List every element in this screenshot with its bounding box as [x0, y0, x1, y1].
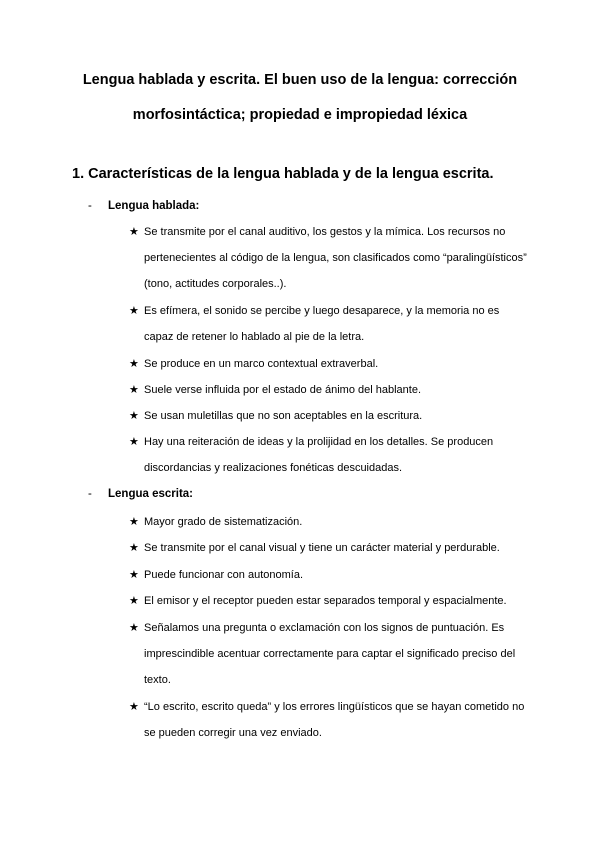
- list-item: [129, 694, 529, 746]
- star-icon: ★: [129, 541, 139, 554]
- page-title-line-1: Lengua hablada y escrita. El buen uso de la lengua: corrección: [82, 72, 518, 88]
- star-icon: ★: [129, 409, 139, 422]
- list-item: [129, 429, 529, 481]
- list-item: [129, 219, 529, 297]
- section-heading: 1. Características de la lengua hablada y de la lengua escrita.: [72, 166, 494, 182]
- list-item-text: Puede funcionar con autonomía.: [144, 569, 304, 581]
- list-item: [129, 615, 529, 693]
- page-title-line-2: morfosintáctica; propiedad e impropiedad léxica: [132, 107, 468, 123]
- list-item-text: Se produce en un marco contextual extraverbal.: [144, 358, 379, 370]
- star-icon: ★: [129, 568, 139, 581]
- star-icon: ★: [129, 304, 139, 317]
- list-item-text: Se usan muletillas que no son aceptables en la escritura.: [144, 410, 423, 422]
- list-item: [129, 562, 529, 588]
- star-icon: ★: [129, 225, 139, 238]
- list-item: [129, 535, 529, 561]
- list-item: [129, 588, 529, 614]
- star-icon: ★: [129, 357, 139, 370]
- list-item-text: Mayor grado de sistematización.: [144, 516, 303, 528]
- list-item: [129, 403, 529, 429]
- subheading-spoken-language: [88, 200, 199, 212]
- subheading-label: Lengua hablada:: [108, 200, 200, 212]
- dash-bullet: -: [88, 488, 92, 500]
- list-item: [129, 351, 529, 377]
- star-icon: ★: [129, 700, 139, 713]
- list-item-text: Se transmite por el canal visual y tiene un carácter material y perdurable.: [144, 542, 500, 554]
- list-item: [129, 509, 529, 535]
- star-icon: ★: [129, 515, 139, 528]
- star-icon: ★: [129, 383, 139, 396]
- star-icon: ★: [129, 594, 139, 607]
- list-item: [129, 377, 529, 403]
- subheading-label: Lengua escrita:: [108, 488, 193, 500]
- dash-bullet: -: [88, 200, 92, 212]
- list-item-text: Es efímera, el sonido se percibe y luego desaparece, y la memoria no es capaz de retener lo hablado al pie de la letra.: [144, 305, 500, 343]
- list-item: [129, 298, 529, 350]
- star-icon: ★: [129, 621, 139, 634]
- list-item-text: Hay una reiteración de ideas y la prolijidad en los detalles. Se producen discordancias y realizaciones fonéticas descuidadas.: [144, 436, 494, 474]
- list-item-text: El emisor y el receptor pueden estar separados temporal y espacialmente.: [144, 595, 507, 607]
- star-icon: ★: [129, 435, 139, 448]
- list-item-text: Señalamos una pregunta o exclamación con los signos de puntuación. Es imprescindible acentuar correctamente para captar el significado preciso del texto.: [144, 622, 516, 686]
- subheading-written-language: [88, 488, 193, 500]
- list-item-text: Suele verse influida por el estado de ánimo del hablante.: [144, 384, 422, 396]
- list-item-text: “Lo escrito, escrito queda” y los errores lingüísticos que se hayan cometido no se pueden corregir una vez enviado.: [144, 701, 525, 739]
- list-item-text: Se transmite por el canal auditivo, los gestos y la mímica. Los recursos no pertenecientes al código de la lengua, son clasificados como “paralingüísticos” (tono, actitudes corporales..).: [144, 226, 527, 290]
